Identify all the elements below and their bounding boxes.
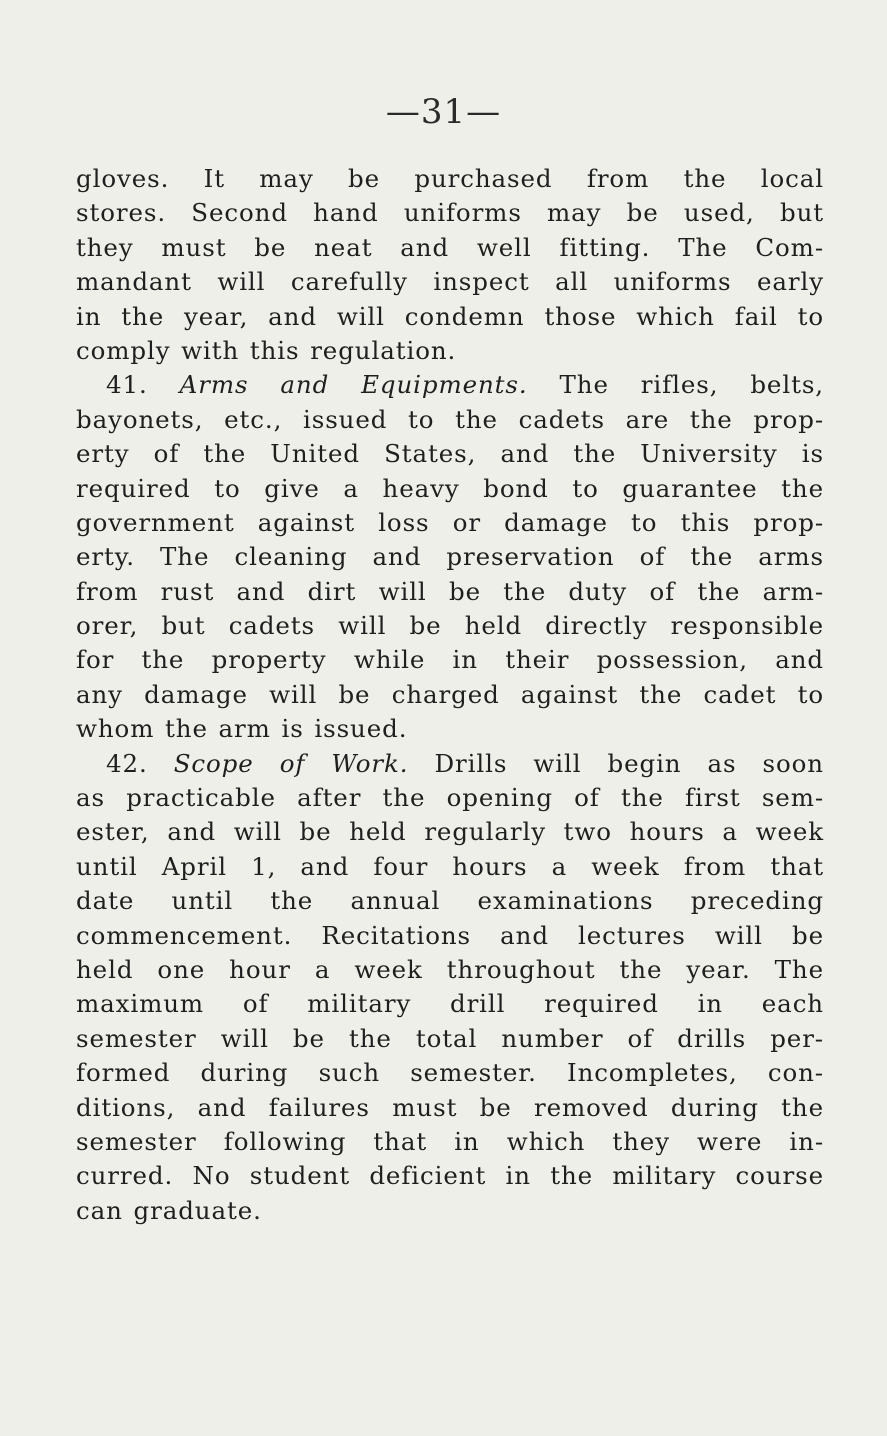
text-line: gloves. It may be purchased from the local [76,164,824,193]
text-line: as practicable after the opening of the first sem- [76,783,824,813]
section-number: 41. [106,370,148,400]
text-line: erty of the United States, and the University is [76,439,824,469]
text-line: date until the annual examinations preceding [76,886,824,916]
body-text [76,162,824,1228]
text-line: ester, and will be held regularly two hours a week [76,817,824,847]
text-line: whom the arm is issued. [76,714,408,744]
text-line: maximum of military drill required in each [76,989,824,1019]
section-text: The rifles, belts, [559,370,824,400]
section-text: Drills will begin as soon [434,748,824,778]
text-line: any damage will be charged against the cadet to [76,679,824,709]
text-line: curred. No student deficient in the military course [76,1161,824,1191]
text-line: commencement. Recitations and lectures will be [76,920,824,950]
text-line: semester following that in which they were in- [76,1126,824,1156]
page-number: —31— [385,92,502,132]
text-line: bayonets, etc., issued to the cadets are the prop- [76,404,824,434]
text-line: for the property while in their possession, and [76,645,824,675]
text-line: from rust and dirt will be the duty of the arm- [76,576,824,606]
text-line: can graduate. [76,1195,262,1225]
text-line: formed during such semester. Incompletes, con- [76,1058,824,1088]
text-line: until April 1, and four hours a week from that [76,851,824,881]
text-line: they must be neat and well fitting. The Com- [76,232,824,262]
text-line: mandant will carefully inspect all uniforms early [76,267,824,297]
text-line: in the year, and will condemn those which fail to [76,301,824,331]
text-line: ditions, and failures must be removed during the [76,1092,824,1122]
paragraph-heading-line [76,747,824,781]
text-line: comply with this regulation. [76,335,457,365]
section-title: Arms and Equipments. [179,370,528,400]
section-number: 42. [106,748,148,778]
section-title: Scope of Work. [173,748,409,778]
text-line: orer, but cadets will be held directly responsible [76,611,824,641]
paragraph-heading-line [76,368,824,402]
text-line: semester will be the total number of drills per- [76,1023,824,1053]
text-line: government against loss or damage to this prop- [76,507,824,537]
text-line: required to give a heavy bond to guarantee the [76,473,824,503]
text-line: stores. Second hand uniforms may be used, but [76,198,824,228]
text-line: held one hour a week throughout the year. The [76,954,824,984]
text-line: erty. The cleaning and preservation of the arms [76,542,824,572]
